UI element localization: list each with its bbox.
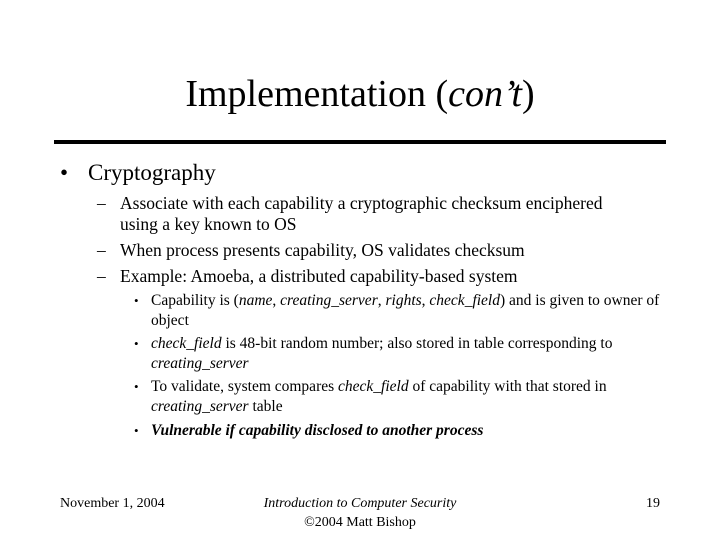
footer-course-title: Introduction to Computer Security <box>263 496 457 511</box>
footer-copyright: ©2004 Matt Bishop <box>304 515 416 530</box>
main-bullet-text: Cryptography <box>88 160 216 185</box>
dash-marker: – <box>97 193 106 213</box>
title-suffix: ) <box>521 73 535 115</box>
sub-bullet-text: When process presents capability, OS validates checksum <box>120 240 525 260</box>
sub-sub-bullet-text: To validate, system compares check_field of capability with that stored in creating_server table <box>151 378 607 415</box>
title-prefix: Implementation ( <box>185 73 449 115</box>
sub-bullet-text: Example: Amoeba, a distributed capability-based system <box>120 266 518 286</box>
sub-sub-bullet-text: check_field is 48-bit random number; also stored in table corresponding to creating_server <box>151 335 613 372</box>
dash-marker: – <box>97 240 106 260</box>
bullet-marker: • <box>134 379 139 394</box>
bullet-marker: • <box>134 423 139 438</box>
title-italic: con’t <box>448 73 522 115</box>
bullet-marker: • <box>134 336 139 351</box>
footer-course <box>220 494 500 532</box>
sub-sub-bullet-text: Capability is (name, creating_server, rights, check_field) and is given to owner of object <box>151 292 660 329</box>
footer-date: November 1, 2004 <box>60 496 165 511</box>
dash-marker: – <box>97 266 106 286</box>
sub-sub-bullet-text: Vulnerable if capability disclosed to another process <box>151 422 484 439</box>
bullet-marker: • <box>134 293 139 308</box>
page-number: 19 <box>646 496 660 511</box>
title-divider <box>54 140 666 144</box>
bullet-marker: • <box>60 160 69 185</box>
sub-bullet-text: Associate with each capability a cryptographic checksum enciphered using a key known to OS <box>120 193 603 234</box>
slide-title <box>0 70 720 118</box>
